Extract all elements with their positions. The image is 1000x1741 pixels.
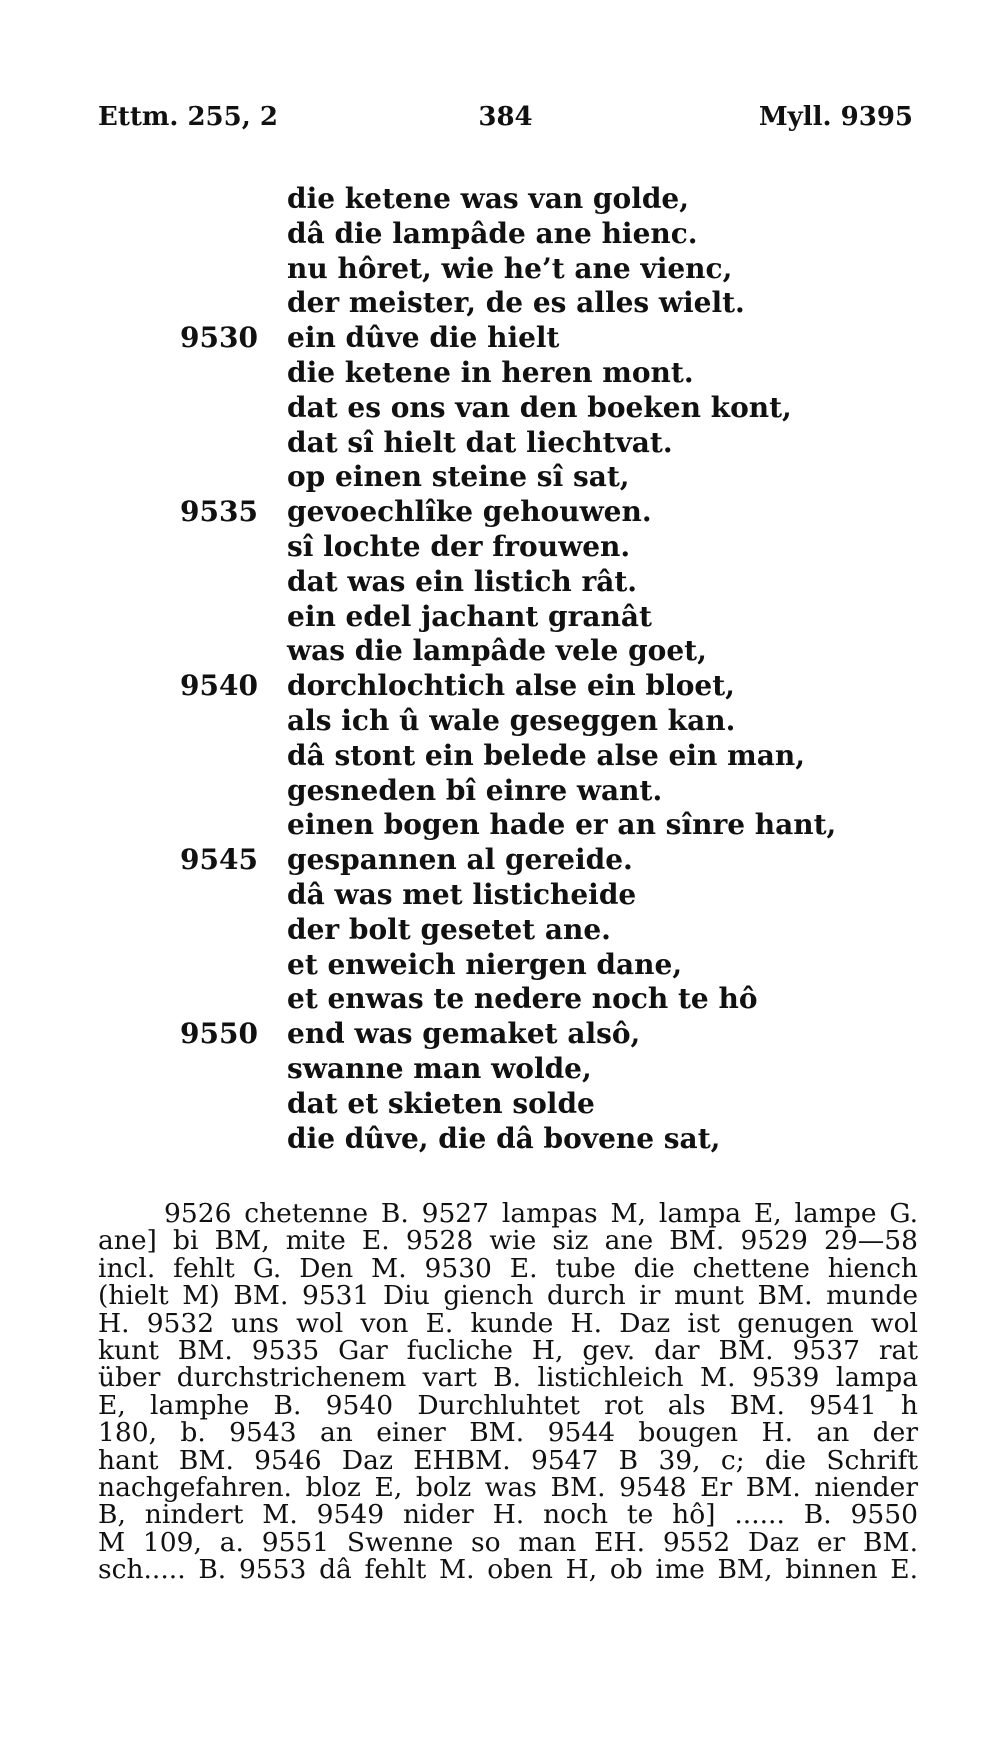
- verse-line: [0, 948, 1000, 983]
- apparatus-line: kunt BM. 9535 Gar fucliche H, gev. dar BM. 9537 rat: [98, 1334, 918, 1366]
- verse-line: [0, 286, 1000, 321]
- verse-text-line: dâ was met listicheide: [287, 877, 637, 911]
- verse-text-line: als ich û wale geseggen kan.: [287, 703, 736, 737]
- verse-text-line: ein dûve die hielt: [287, 321, 560, 355]
- running-header: [98, 102, 913, 142]
- verse-line: [0, 634, 1000, 669]
- verse-text-line: dâ die lampâde ane hienc.: [287, 216, 698, 250]
- verse-text-line: nu hôret, wie he’t ane vienc,: [287, 251, 733, 285]
- apparatus-line: 9526 chetenne B. 9527 lampas M, lampa E, lampe G.: [164, 1198, 918, 1229]
- verse-text-line: dâ stont ein belede alse ein man,: [287, 738, 805, 772]
- verse-line: [0, 913, 1000, 948]
- verse-line: [0, 600, 1000, 635]
- verse-text-line: op einen steine sî sat,: [287, 460, 630, 494]
- header-right: Myll. 9395: [758, 102, 913, 132]
- verse-text: [0, 182, 1000, 1156]
- verse-text-line: sî lochte der frouwen.: [287, 529, 631, 563]
- verse-line: [0, 321, 1000, 356]
- apparatus-line: E, lamphe B. 9540 Durchluhtet rot als BM. 9541 h: [98, 1389, 918, 1421]
- verse-text-line: die ketene was van golde,: [287, 182, 689, 215]
- apparatus-line: ane] bi BM, mite E. 9528 wie siz ane BM. 9529 29—58: [98, 1225, 918, 1257]
- verse-text-line: die dûve, die dâ bovene sat,: [287, 1121, 721, 1155]
- verse-text-line: swanne man wolde,: [287, 1051, 592, 1085]
- verse-line: [0, 356, 1000, 391]
- verse-line: [0, 669, 1000, 704]
- verse-line: [0, 565, 1000, 600]
- verse-line: [0, 1052, 1000, 1087]
- apparatus-line: (hielt M) BM. 9531 Diu giench durch ir munt BM. munde: [98, 1280, 918, 1312]
- line-number: 9550: [180, 1017, 258, 1051]
- verse-text-line: der meister, de es alles wielt.: [287, 286, 745, 320]
- apparatus-line: nachgefahren. bloz E, bolz was BM. 9548 Er BM. niender: [98, 1471, 918, 1503]
- apparatus-line: incl. fehlt G. Den M. 9530 E. tube die chettene hiench: [98, 1252, 918, 1284]
- verse-text-line: gesneden bî einre want.: [287, 773, 663, 807]
- verse-text-line: was die lampâde vele goet,: [287, 634, 707, 668]
- verse-text-line: die ketene in heren mont.: [287, 355, 694, 389]
- verse-line: [0, 982, 1000, 1017]
- verse-line: [0, 391, 1000, 426]
- verse-text-line: gespannen al gereide.: [287, 843, 633, 877]
- apparatus-line: sch..... B. 9553 dâ fehlt M. oben H, ob ime BM, binnen E.: [98, 1554, 918, 1586]
- verse-text-line: dat sî hielt dat liechtvat.: [287, 425, 673, 459]
- line-number: 9545: [180, 843, 258, 877]
- verse-line: [0, 774, 1000, 809]
- verse-line: [0, 704, 1000, 739]
- verse-line: [0, 217, 1000, 252]
- verse-line: [0, 843, 1000, 878]
- verse-text-line: der bolt gesetet ane.: [287, 912, 611, 946]
- verse-line: [0, 1017, 1000, 1052]
- line-number: 9540: [180, 669, 258, 703]
- verse-text-line: gevoechlîke gehouwen.: [287, 495, 652, 529]
- verse-line: [0, 878, 1000, 913]
- line-number: 9530: [180, 321, 258, 355]
- verse-line: [0, 530, 1000, 565]
- verse-line: [0, 1087, 1000, 1122]
- line-number: 9535: [180, 495, 258, 529]
- verse-line: [0, 808, 1000, 843]
- apparatus-line: H. 9532 uns wol von E. kunde H. Daz ist genugen wol: [98, 1307, 918, 1339]
- apparatus-line: M 109, a. 9551 Swenne so man EH. 9552 Daz er BM.: [98, 1526, 918, 1558]
- header-left: Ettm. 255, 2: [98, 102, 278, 132]
- verse-line: [0, 182, 1000, 217]
- verse-line: [0, 460, 1000, 495]
- verse-line: [0, 1122, 1000, 1157]
- critical-apparatus: [98, 1198, 918, 1586]
- verse-text-line: end was gemaket alsô,: [287, 1017, 641, 1051]
- verse-line: [0, 252, 1000, 287]
- verse-line: [0, 426, 1000, 461]
- apparatus-line: hant BM. 9546 Daz EHBM. 9547 B 39, c; die Schrift: [98, 1444, 918, 1476]
- apparatus-line: über durchstrichenem vart B. listichleich M. 9539 lampa: [98, 1362, 918, 1394]
- verse-text-line: dat et skieten solde: [287, 1086, 595, 1120]
- verse-text-line: einen bogen hade er an sînre hant,: [287, 808, 837, 842]
- verse-text-line: dorchlochtich alse ein bloet,: [287, 669, 735, 703]
- verse-line: [0, 739, 1000, 774]
- page-number: 384: [478, 102, 533, 132]
- verse-text-line: dat was ein listich rât.: [287, 564, 638, 598]
- apparatus-line: 180, b. 9543 an einer BM. 9544 bougen H. an der: [98, 1417, 918, 1449]
- verse-text-line: et enweich niergen dane,: [287, 947, 683, 981]
- verse-text-line: ein edel jachant granât: [287, 599, 652, 633]
- verse-text-line: dat es ons van den boeken kont,: [287, 390, 792, 424]
- verse-line: [0, 495, 1000, 530]
- verse-text-line: et enwas te nedere noch te hô: [287, 982, 758, 1016]
- apparatus-line: B, nindert M. 9549 nider H. noch te hô] ...... B. 9550: [98, 1499, 918, 1531]
